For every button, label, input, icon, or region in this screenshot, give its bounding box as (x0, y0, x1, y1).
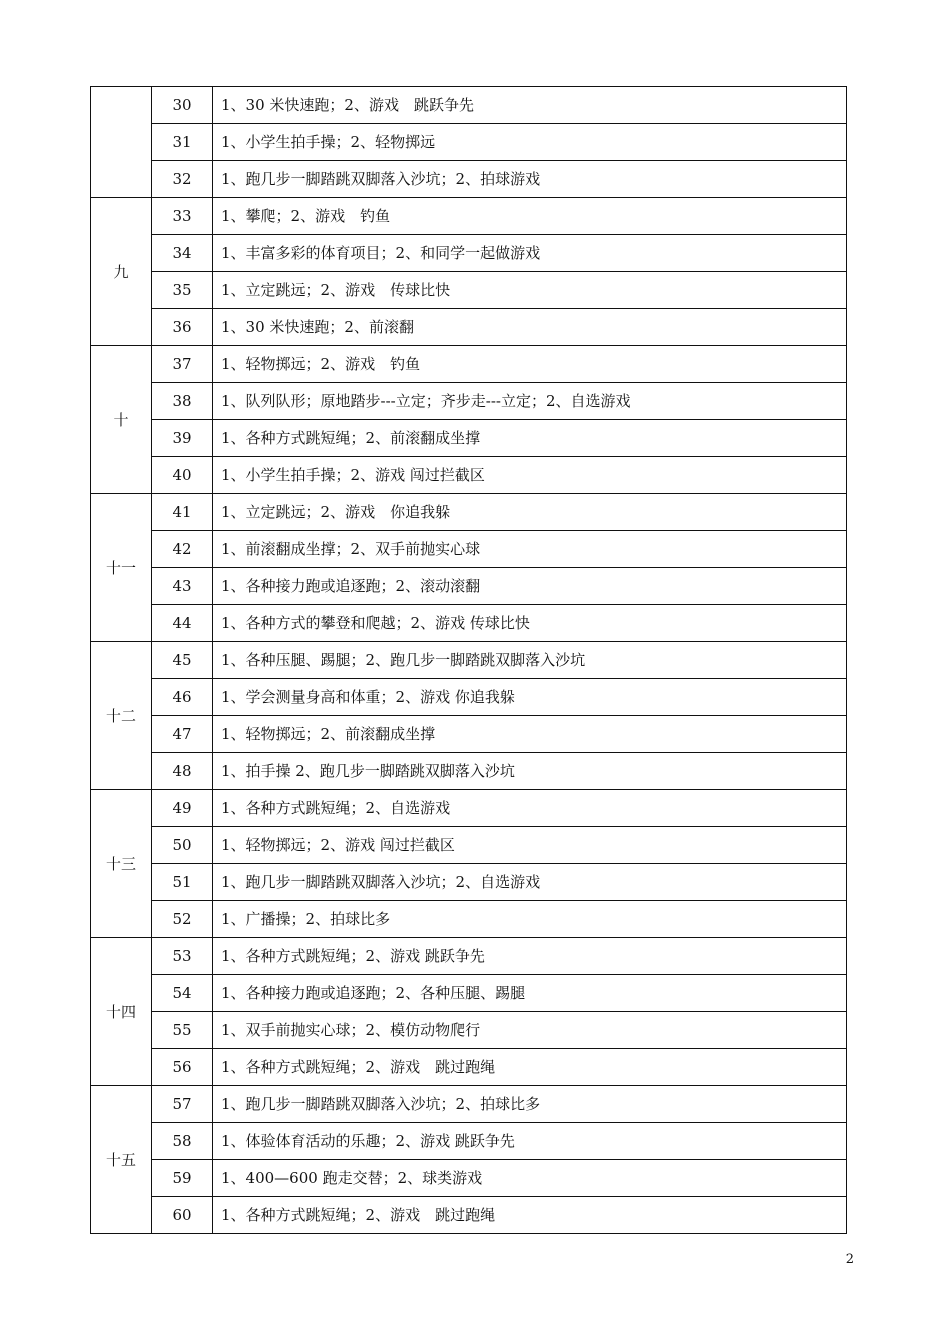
lesson-number-cell: 34 (152, 235, 213, 272)
lesson-number-cell: 49 (152, 790, 213, 827)
lesson-content-cell: 1、各种接力跑或追逐跑；2、滚动滚翻 (213, 568, 847, 605)
week-cell (91, 87, 152, 198)
lesson-number-cell: 32 (152, 161, 213, 198)
lesson-content-cell: 1、跑几步一脚踏跳双脚落入沙坑；2、拍球比多 (213, 1086, 847, 1123)
lesson-number-cell: 46 (152, 679, 213, 716)
table-row (91, 605, 847, 642)
lesson-content-cell: 1、跑几步一脚踏跳双脚落入沙坑；2、拍球游戏 (213, 161, 847, 198)
lesson-number-cell: 35 (152, 272, 213, 309)
lesson-number-cell: 58 (152, 1123, 213, 1160)
week-cell: 十一 (91, 494, 152, 642)
lesson-content-cell: 1、各种方式的攀登和爬越；2、游戏 传球比快 (213, 605, 847, 642)
lesson-number-cell: 50 (152, 827, 213, 864)
week-cell: 九 (91, 198, 152, 346)
lesson-content-cell: 1、小学生拍手操；2、轻物掷远 (213, 124, 847, 161)
week-cell: 十二 (91, 642, 152, 790)
lesson-number-cell: 37 (152, 346, 213, 383)
lesson-content-cell: 1、轻物掷远；2、前滚翻成坐撑 (213, 716, 847, 753)
table-row (91, 716, 847, 753)
week-cell: 十四 (91, 938, 152, 1086)
lesson-content-cell: 1、各种方式跳短绳；2、游戏 跳跃争先 (213, 938, 847, 975)
table-row (91, 864, 847, 901)
lesson-number-cell: 54 (152, 975, 213, 1012)
lesson-content-cell: 1、30 米快速跑；2、游戏 跳跃争先 (213, 87, 847, 124)
lesson-number-cell: 33 (152, 198, 213, 235)
lesson-content-cell: 1、各种接力跑或追逐跑；2、各种压腿、踢腿 (213, 975, 847, 1012)
table-row (91, 494, 847, 531)
table-row (91, 198, 847, 235)
lesson-content-cell: 1、小学生拍手操；2、游戏 闯过拦截区 (213, 457, 847, 494)
lesson-number-cell: 53 (152, 938, 213, 975)
lesson-content-cell: 1、跑几步一脚踏跳双脚落入沙坑；2、自选游戏 (213, 864, 847, 901)
lesson-number-cell: 38 (152, 383, 213, 420)
table-row (91, 975, 847, 1012)
lesson-content-cell: 1、队列队形；原地踏步---立定；齐步走---立定；2、自选游戏 (213, 383, 847, 420)
lesson-number-cell: 57 (152, 1086, 213, 1123)
table-row (91, 531, 847, 568)
lesson-content-cell: 1、各种方式跳短绳；2、游戏 跳过跑绳 (213, 1049, 847, 1086)
lesson-number-cell: 43 (152, 568, 213, 605)
table-row (91, 309, 847, 346)
lesson-number-cell: 42 (152, 531, 213, 568)
lesson-content-cell: 1、丰富多彩的体育项目；2、和同学一起做游戏 (213, 235, 847, 272)
lesson-schedule-table (90, 86, 847, 1234)
lesson-content-cell: 1、30 米快速跑；2、前滚翻 (213, 309, 847, 346)
table-row (91, 457, 847, 494)
lesson-number-cell: 39 (152, 420, 213, 457)
lesson-number-cell: 41 (152, 494, 213, 531)
table-row (91, 161, 847, 198)
table-row (91, 1123, 847, 1160)
table-row (91, 1160, 847, 1197)
lesson-content-cell: 1、攀爬；2、游戏 钓鱼 (213, 198, 847, 235)
lesson-content-cell: 1、400—600 跑走交替；2、球类游戏 (213, 1160, 847, 1197)
lesson-number-cell: 48 (152, 753, 213, 790)
table-row (91, 1012, 847, 1049)
week-cell: 十三 (91, 790, 152, 938)
lesson-number-cell: 45 (152, 642, 213, 679)
lesson-number-cell: 47 (152, 716, 213, 753)
table-row (91, 901, 847, 938)
lesson-content-cell: 1、立定跳远；2、游戏 你追我躲 (213, 494, 847, 531)
table-row (91, 235, 847, 272)
table-row (91, 1086, 847, 1123)
page-number: 2 (845, 1252, 854, 1267)
lesson-content-cell: 1、体验体育活动的乐趣；2、游戏 跳跃争先 (213, 1123, 847, 1160)
week-cell: 十五 (91, 1086, 152, 1234)
lesson-number-cell: 51 (152, 864, 213, 901)
week-cell: 十 (91, 346, 152, 494)
table-row (91, 1049, 847, 1086)
table-row (91, 938, 847, 975)
lesson-number-cell: 36 (152, 309, 213, 346)
lesson-content-cell: 1、轻物掷远；2、游戏 钓鱼 (213, 346, 847, 383)
lesson-content-cell: 1、各种压腿、踢腿；2、跑几步一脚踏跳双脚落入沙坑 (213, 642, 847, 679)
lesson-content-cell: 1、各种方式跳短绳；2、前滚翻成坐撑 (213, 420, 847, 457)
lesson-number-cell: 55 (152, 1012, 213, 1049)
lesson-number-cell: 60 (152, 1197, 213, 1234)
lesson-content-cell: 1、广播操；2、拍球比多 (213, 901, 847, 938)
lesson-number-cell: 44 (152, 605, 213, 642)
table-row (91, 827, 847, 864)
table-row (91, 272, 847, 309)
table-row (91, 87, 847, 124)
lesson-content-cell: 1、轻物掷远；2、游戏 闯过拦截区 (213, 827, 847, 864)
lesson-content-cell: 1、立定跳远；2、游戏 传球比快 (213, 272, 847, 309)
table-row (91, 1197, 847, 1234)
lesson-content-cell: 1、各种方式跳短绳；2、游戏 跳过跑绳 (213, 1197, 847, 1234)
table-row (91, 568, 847, 605)
lesson-number-cell: 30 (152, 87, 213, 124)
lesson-number-cell: 52 (152, 901, 213, 938)
lesson-content-cell: 1、各种方式跳短绳；2、自选游戏 (213, 790, 847, 827)
schedule-body (91, 87, 847, 1234)
lesson-content-cell: 1、前滚翻成坐撑；2、双手前抛实心球 (213, 531, 847, 568)
table-row (91, 124, 847, 161)
table-row (91, 753, 847, 790)
table-row (91, 346, 847, 383)
lesson-number-cell: 31 (152, 124, 213, 161)
table-row (91, 383, 847, 420)
lesson-number-cell: 56 (152, 1049, 213, 1086)
table-row (91, 790, 847, 827)
lesson-content-cell: 1、拍手操 2、跑几步一脚踏跳双脚落入沙坑 (213, 753, 847, 790)
table-row (91, 642, 847, 679)
table-row (91, 679, 847, 716)
lesson-content-cell: 1、双手前抛实心球；2、模仿动物爬行 (213, 1012, 847, 1049)
lesson-number-cell: 40 (152, 457, 213, 494)
lesson-number-cell: 59 (152, 1160, 213, 1197)
table-row (91, 420, 847, 457)
lesson-content-cell: 1、学会测量身高和体重；2、游戏 你追我躲 (213, 679, 847, 716)
